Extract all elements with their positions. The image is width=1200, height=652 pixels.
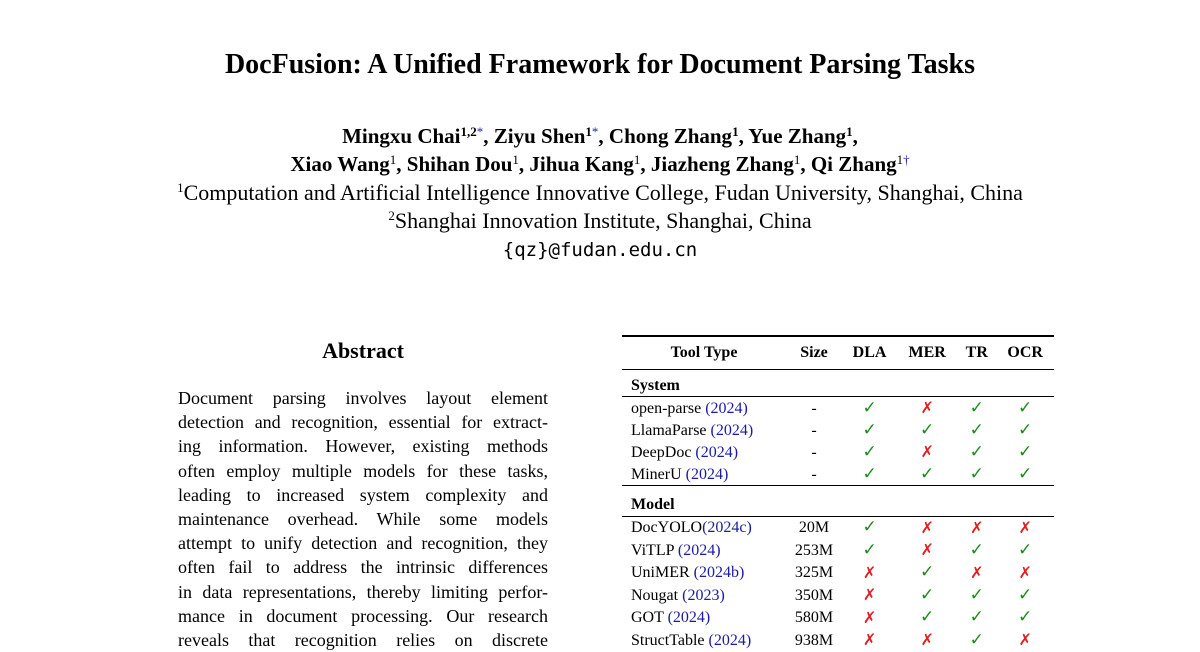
check-icon: ✓: [1018, 607, 1033, 627]
table-row: [622, 539, 1054, 562]
tool-size: -: [811, 421, 817, 439]
tool-citation: (2024): [705, 399, 748, 417]
tr-support-cell: [957, 516, 996, 539]
author-affiliation-marker: 1: [633, 152, 641, 167]
table-row: [622, 441, 1054, 464]
tr-support-cell: [957, 441, 996, 464]
abstract-line: attempt to unify detection and recognition, they: [178, 533, 548, 554]
check-icon: ✓: [969, 419, 984, 440]
tr-support-cell: [957, 464, 996, 486]
mer-support-cell: [897, 516, 957, 539]
affiliation-2-text: Shanghai Innovation Institute, Shanghai, China: [394, 208, 812, 233]
affiliation-2: [0, 207, 1200, 235]
mer-support-cell: [897, 441, 957, 464]
tool-name-cell: [622, 464, 786, 486]
check-icon: ✓: [969, 607, 984, 627]
cross-icon: ✗: [920, 540, 934, 559]
dla-support-cell: [842, 607, 897, 630]
check-icon: ✓: [1018, 463, 1033, 484]
author-affiliation-marker: 1: [585, 124, 592, 139]
table-row: [622, 397, 1054, 420]
ocr-support-cell: [996, 562, 1054, 585]
tool-name-cell: [622, 516, 786, 539]
author-name: Yue Zhang: [748, 124, 847, 148]
tool-comparison-table: [622, 335, 1054, 652]
affiliation-2-marker: 2: [388, 208, 395, 223]
tool-name-cell: [622, 539, 786, 562]
tool-size: -: [811, 465, 817, 483]
abstract-line: maintenance overhead. While some models: [178, 508, 548, 529]
table-row: [622, 607, 1054, 630]
tool-name: Nougat: [631, 586, 683, 604]
cross-icon: ✗: [920, 517, 934, 537]
tr-support-cell: [957, 539, 996, 562]
tool-name: DeepDoc: [631, 443, 696, 461]
table-group-row: [622, 486, 1054, 517]
abstract-line: often employ multiple models for these tasks,: [178, 460, 548, 481]
abstract-line: ing information. However, existing methods: [178, 436, 548, 457]
check-icon: ✓: [920, 607, 935, 627]
tool-size: 253M: [794, 541, 834, 559]
mer-support-cell: [897, 629, 957, 652]
abstract-line: leading to increased system complexity and: [178, 484, 548, 505]
group-label: Model: [622, 486, 1054, 517]
cross-icon: ✗: [1018, 517, 1032, 537]
cross-icon: ✗: [862, 607, 877, 627]
mer-support-cell: [897, 464, 957, 486]
check-icon: ✓: [969, 463, 984, 484]
author-affiliation-marker: 1,2: [460, 124, 477, 139]
contact-email: {qz}@fudan.edu.cn: [502, 239, 698, 261]
cross-icon: ✗: [970, 562, 984, 582]
tool-name: StructTable: [631, 631, 709, 649]
cross-icon: ✗: [862, 630, 877, 649]
tool-citation: (2024): [677, 541, 721, 559]
dla-support-cell: [842, 420, 897, 442]
ocr-support-cell: [996, 397, 1054, 420]
tool-name: LlamaParse: [631, 421, 711, 439]
cross-icon: ✗: [862, 585, 877, 604]
mer-support-cell: [897, 562, 957, 585]
tool-name-cell: [622, 397, 786, 420]
tr-support-cell: [957, 562, 996, 585]
author-affiliation-marker: 1: [793, 152, 801, 167]
check-icon: ✓: [1018, 539, 1033, 560]
abstract-body: [178, 386, 548, 652]
mer-support-cell: [897, 420, 957, 442]
tool-citation: (2023): [682, 586, 725, 604]
table-row: [622, 516, 1054, 539]
abstract-line: reveals that recognition relies on discrete: [178, 629, 548, 650]
header-tr: TR: [957, 336, 996, 369]
tool-citation: (2024): [685, 465, 729, 483]
ocr-support-cell: [996, 464, 1054, 486]
ocr-support-cell: [996, 584, 1054, 607]
check-icon: ✓: [1018, 441, 1033, 462]
author-affiliation-marker: 1: [512, 152, 519, 167]
check-icon: ✓: [862, 517, 877, 537]
ocr-support-cell: [996, 516, 1054, 539]
group-label: System: [631, 376, 680, 394]
check-icon: ✓: [920, 562, 935, 582]
mer-support-cell: [897, 607, 957, 630]
check-icon: ✓: [862, 539, 877, 560]
affiliation-1: [0, 179, 1200, 207]
ocr-support-cell: [996, 539, 1054, 562]
tool-name-cell: [622, 607, 786, 630]
check-icon: ✓: [920, 419, 935, 440]
ocr-support-cell: [996, 420, 1054, 442]
dla-support-cell: [842, 629, 897, 652]
author-note-marker: †: [903, 152, 910, 167]
cross-icon: ✗: [920, 630, 934, 649]
check-icon: ✓: [969, 397, 984, 418]
check-icon: ✓: [920, 463, 935, 484]
abstract-line: in data representations, thereby limiting perfor-: [178, 581, 548, 602]
tool-citation: (2024): [708, 631, 752, 649]
cross-icon: ✗: [920, 398, 934, 417]
check-icon: ✓: [969, 629, 984, 650]
check-icon: ✓: [969, 441, 984, 462]
tool-name: DocYOLO: [631, 519, 703, 536]
author-name: Jiazheng Zhang: [650, 152, 794, 176]
author-list: [0, 122, 1200, 178]
author-name: Ziyu Shen: [493, 124, 586, 148]
ocr-support-cell: [996, 441, 1054, 464]
author-affiliation-marker: 1: [732, 124, 739, 139]
cross-icon: ✗: [970, 517, 984, 537]
author-name: Mingxu Chai: [342, 124, 461, 148]
tool-citation: (2024): [710, 421, 754, 439]
tool-name-cell: [622, 420, 786, 442]
author-affiliation-marker: 1: [896, 152, 904, 167]
dla-support-cell: [842, 464, 897, 486]
tool-size: 20M: [786, 516, 842, 539]
author-affiliation-marker: 1: [389, 152, 397, 167]
table-row: [622, 629, 1054, 652]
dla-support-cell: [842, 562, 897, 585]
check-icon: ✓: [862, 441, 877, 462]
tool-name-cell: [622, 441, 786, 464]
tool-citation: (2024): [667, 609, 711, 626]
affiliation-1-text: Computation and Artificial Intelligence Innovative College, Fudan University, Shanghai, China: [183, 180, 1023, 205]
tool-name-cell: [622, 629, 786, 652]
header-ocr: OCR: [996, 336, 1054, 369]
dla-support-cell: [842, 516, 897, 539]
author-note-marker: *: [476, 124, 484, 139]
tool-size: 350M: [794, 586, 834, 604]
header-size: Size: [786, 336, 842, 369]
abstract-line: Document parsing involves layout element: [178, 388, 548, 408]
ocr-support-cell: [996, 607, 1054, 630]
tr-support-cell: [957, 607, 996, 630]
author-name: Shihan Dou: [406, 152, 513, 176]
table-group-row: [622, 369, 1054, 397]
check-icon: ✓: [862, 463, 877, 484]
affiliation-1-marker: 1: [177, 180, 184, 195]
table-row: [622, 562, 1054, 585]
tr-support-cell: [957, 584, 996, 607]
tool-size: 938M: [794, 631, 834, 649]
dla-support-cell: [842, 584, 897, 607]
author-name: Chong Zhang: [608, 124, 733, 148]
header-tool-type: Tool Type: [622, 336, 786, 369]
tr-support-cell: [957, 629, 996, 652]
tool-size: -: [786, 397, 842, 420]
author-name: Jihua Kang: [529, 152, 634, 176]
cross-icon: ✗: [862, 562, 877, 582]
dla-support-cell: [842, 397, 897, 420]
check-icon: ✓: [920, 584, 935, 605]
tool-name-cell: [622, 562, 786, 585]
dla-support-cell: [842, 539, 897, 562]
check-icon: ✓: [862, 419, 877, 440]
ocr-support-cell: [996, 629, 1054, 652]
header-dla: DLA: [842, 336, 897, 369]
author-line-2: Xiao Wang$^1$, Shihan Dou$^1$, Jihua Kang$^1$, Jiazheng Zhang$^1$, Qi Zhang$^{1\dagger}$: [290, 152, 910, 176]
author-name: Xiao Wang: [290, 152, 390, 176]
abstract-heading: Abstract: [322, 338, 404, 363]
check-icon: ✓: [862, 397, 877, 418]
table-header-row: [622, 336, 1054, 369]
author-line-1: Mingxu Chai$^{1,2*}$, Ziyu Shen$^{1*}$, Chong Zhang$^1$, Yue Zhang$^1$,: [342, 124, 858, 148]
tool-name-cell: [622, 584, 786, 607]
tool-citation: (2024b): [693, 564, 745, 581]
header-mer: MER: [897, 336, 957, 369]
abstract-line: detection and recognition, essential for extract-: [178, 412, 548, 433]
tool-size: 325M: [794, 564, 834, 581]
tool-name: GOT: [631, 609, 668, 626]
check-icon: ✓: [1018, 397, 1033, 418]
mer-support-cell: [897, 397, 957, 420]
cross-icon: ✗: [920, 442, 934, 461]
table-row: [622, 584, 1054, 607]
tool-name: MinerU: [631, 465, 686, 483]
check-icon: ✓: [1018, 584, 1033, 605]
tool-size: 580M: [794, 609, 834, 626]
check-icon: ✓: [969, 539, 984, 560]
tool-name: open-parse: [631, 399, 706, 417]
cross-icon: ✗: [1018, 562, 1032, 582]
tr-support-cell: [957, 397, 996, 420]
author-note-marker: *: [591, 124, 599, 139]
tr-support-cell: [957, 420, 996, 442]
tool-name: ViTLP: [631, 541, 678, 559]
author-name: Qi Zhang: [810, 152, 897, 176]
abstract-line: mance in document processing. Our research: [178, 605, 548, 626]
check-icon: ✓: [969, 584, 984, 605]
check-icon: ✓: [1018, 419, 1033, 440]
table-body: [622, 369, 1054, 652]
tool-name: UniMER: [631, 564, 694, 581]
tool-citation: (2024): [695, 443, 739, 461]
cross-icon: ✗: [1018, 630, 1032, 649]
paper-title: DocFusion: A Unified Framework for Document Parsing Tasks: [224, 49, 976, 80]
abstract-line: often fail to address the intrinsic differences: [178, 557, 548, 578]
tool-size: -: [811, 443, 817, 461]
tool-citation: (2024c): [702, 519, 752, 536]
mer-support-cell: [897, 539, 957, 562]
author-affiliation-marker: 1: [846, 124, 853, 139]
table-row: [622, 420, 1054, 442]
dla-support-cell: [842, 441, 897, 464]
mer-support-cell: [897, 584, 957, 607]
table-row: [622, 464, 1054, 486]
